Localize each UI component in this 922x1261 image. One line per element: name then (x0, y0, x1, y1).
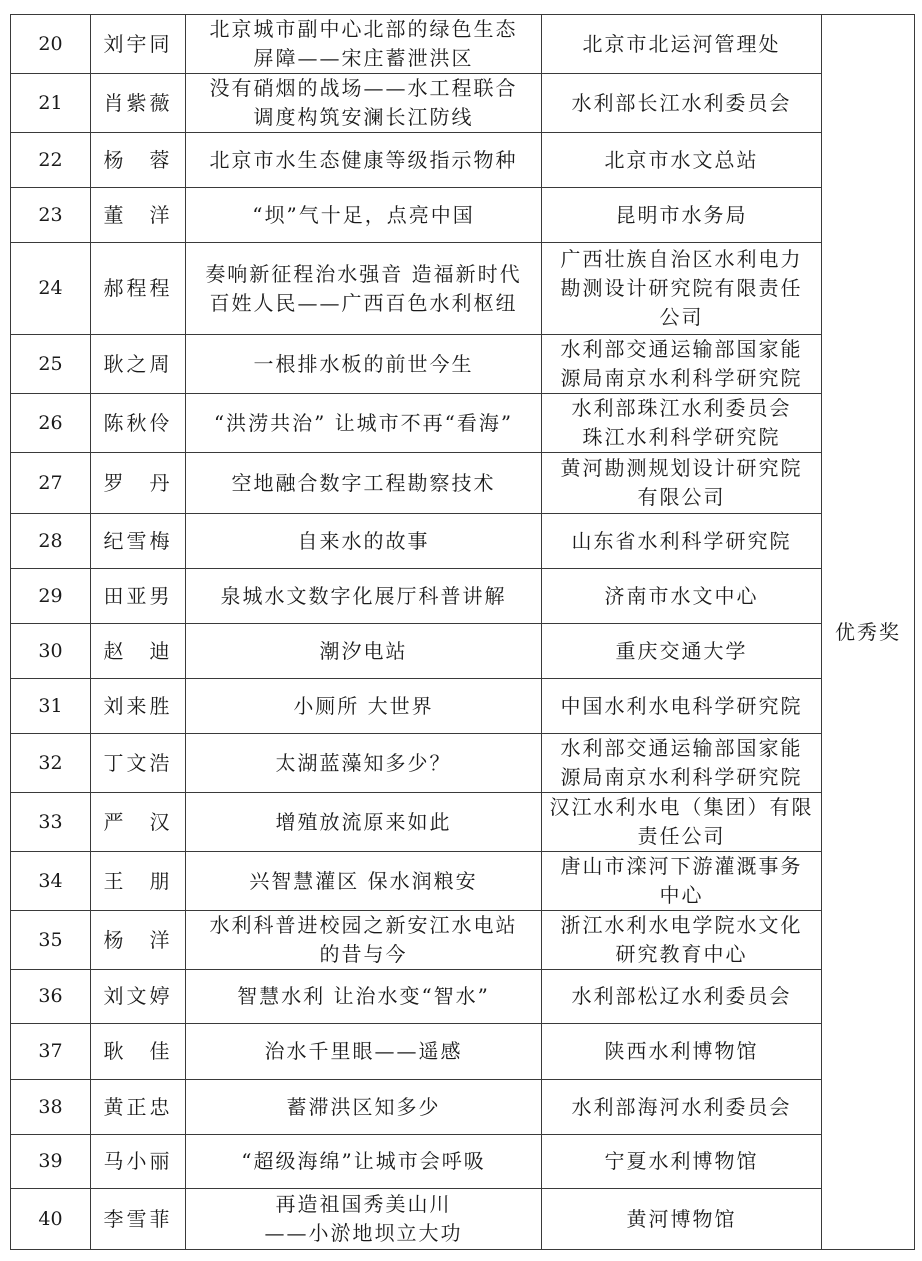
work-title: 潮汐电站 (186, 624, 542, 679)
person-name: 陈秋伶 (91, 394, 186, 453)
table-row (11, 852, 915, 911)
row-number: 38 (11, 1080, 91, 1135)
person-name: 郝程程 (91, 243, 186, 335)
work-title: “洪涝共治” 让城市不再“看海” (186, 394, 542, 453)
row-number: 31 (11, 679, 91, 734)
row-number: 28 (11, 514, 91, 569)
work-title: 蓄滞洪区知多少 (186, 1080, 542, 1135)
work-title: 智慧水利 让治水变“智水” (186, 970, 542, 1024)
work-title: “超级海绵”让城市会呼吸 (186, 1135, 542, 1189)
row-number: 24 (11, 243, 91, 335)
organization: 重庆交通大学 (542, 624, 822, 679)
organization: 水利部长江水利委员会 (542, 74, 822, 133)
organization: 济南市水文中心 (542, 569, 822, 624)
table-row (11, 453, 915, 514)
row-number: 40 (11, 1189, 91, 1250)
person-name: 纪雪梅 (91, 514, 186, 569)
person-name: 严 汉 (91, 793, 186, 852)
person-name: 田亚男 (91, 569, 186, 624)
person-name: 杨 洋 (91, 911, 186, 970)
organization: 陕西水利博物馆 (542, 1024, 822, 1080)
work-title: 没有硝烟的战场——水工程联合 调度构筑安澜长江防线 (186, 74, 542, 133)
row-number: 26 (11, 394, 91, 453)
organization: 中国水利水电科学研究院 (542, 679, 822, 734)
person-name: 马小丽 (91, 1135, 186, 1189)
organization: 昆明市水务局 (542, 188, 822, 243)
table-row (11, 970, 915, 1024)
table-row (11, 679, 915, 734)
person-name: 丁文浩 (91, 734, 186, 793)
work-title: 治水千里眼——遥感 (186, 1024, 542, 1080)
row-number: 37 (11, 1024, 91, 1080)
organization: 广西壮族自治区水利电力 勘测设计研究院有限责任 公司 (542, 243, 822, 335)
row-number: 29 (11, 569, 91, 624)
row-number: 34 (11, 852, 91, 911)
table-row (11, 793, 915, 852)
row-number: 22 (11, 133, 91, 188)
person-name: 李雪菲 (91, 1189, 186, 1250)
work-title: 北京城市副中心北部的绿色生态 屏障——宋庄蓄泄洪区 (186, 15, 542, 74)
table-row (11, 243, 915, 335)
work-title: 自来水的故事 (186, 514, 542, 569)
table-row (11, 15, 915, 74)
table-row (11, 1135, 915, 1189)
person-name: 赵 迪 (91, 624, 186, 679)
table-row (11, 394, 915, 453)
organization: 汉江水利水电（集团）有限 责任公司 (542, 793, 822, 852)
person-name: 刘文婷 (91, 970, 186, 1024)
award-level: 优秀奖 (822, 15, 915, 1250)
person-name: 杨 蓉 (91, 133, 186, 188)
organization: 浙江水利水电学院水文化 研究教育中心 (542, 911, 822, 970)
work-title: 泉城水文数字化展厅科普讲解 (186, 569, 542, 624)
organization: 唐山市滦河下游灌溉事务 中心 (542, 852, 822, 911)
award-table-body (11, 15, 915, 1250)
work-title: 兴智慧灌区 保水润粮安 (186, 852, 542, 911)
person-name: 肖紫薇 (91, 74, 186, 133)
person-name: 罗 丹 (91, 453, 186, 514)
table-row (11, 133, 915, 188)
person-name: 刘宇同 (91, 15, 186, 74)
row-number: 32 (11, 734, 91, 793)
row-number: 35 (11, 911, 91, 970)
row-number: 21 (11, 74, 91, 133)
table-row (11, 569, 915, 624)
organization: 北京市水文总站 (542, 133, 822, 188)
table-row (11, 1189, 915, 1250)
organization: 水利部交通运输部国家能 源局南京水利科学研究院 (542, 335, 822, 394)
row-number: 23 (11, 188, 91, 243)
work-title: 太湖蓝藻知多少？ (186, 734, 542, 793)
person-name: 耿 佳 (91, 1024, 186, 1080)
person-name: 王 朋 (91, 852, 186, 911)
row-number: 39 (11, 1135, 91, 1189)
table-row (11, 188, 915, 243)
organization: 北京市北运河管理处 (542, 15, 822, 74)
person-name: 耿之周 (91, 335, 186, 394)
work-title: 水利科普进校园之新安江水电站 的昔与今 (186, 911, 542, 970)
table-row (11, 74, 915, 133)
row-number: 33 (11, 793, 91, 852)
person-name: 董 洋 (91, 188, 186, 243)
row-number: 30 (11, 624, 91, 679)
table-row (11, 734, 915, 793)
organization: 山东省水利科学研究院 (542, 514, 822, 569)
table-row (11, 911, 915, 970)
work-title: 空地融合数字工程勘察技术 (186, 453, 542, 514)
row-number: 36 (11, 970, 91, 1024)
organization: 水利部松辽水利委员会 (542, 970, 822, 1024)
person-name: 刘来胜 (91, 679, 186, 734)
work-title: 小厕所 大世界 (186, 679, 542, 734)
row-number: 20 (11, 15, 91, 74)
row-number: 27 (11, 453, 91, 514)
work-title: 一根排水板的前世今生 (186, 335, 542, 394)
work-title: “坝”气十足，点亮中国 (186, 188, 542, 243)
organization: 水利部海河水利委员会 (542, 1080, 822, 1135)
work-title: 增殖放流原来如此 (186, 793, 542, 852)
table-row (11, 1024, 915, 1080)
work-title: 北京市水生态健康等级指示物种 (186, 133, 542, 188)
organization: 宁夏水利博物馆 (542, 1135, 822, 1189)
award-table (10, 14, 915, 1250)
person-name: 黄正忠 (91, 1080, 186, 1135)
work-title: 奏响新征程治水强音 造福新时代 百姓人民——广西百色水利枢纽 (186, 243, 542, 335)
table-row (11, 624, 915, 679)
organization: 水利部珠江水利委员会 珠江水利科学研究院 (542, 394, 822, 453)
organization: 黄河勘测规划设计研究院 有限公司 (542, 453, 822, 514)
organization: 水利部交通运输部国家能 源局南京水利科学研究院 (542, 734, 822, 793)
work-title: 再造祖国秀美山川 ——小淤地坝立大功 (186, 1189, 542, 1250)
organization: 黄河博物馆 (542, 1189, 822, 1250)
table-row (11, 1080, 915, 1135)
table-row (11, 335, 915, 394)
row-number: 25 (11, 335, 91, 394)
table-row (11, 514, 915, 569)
